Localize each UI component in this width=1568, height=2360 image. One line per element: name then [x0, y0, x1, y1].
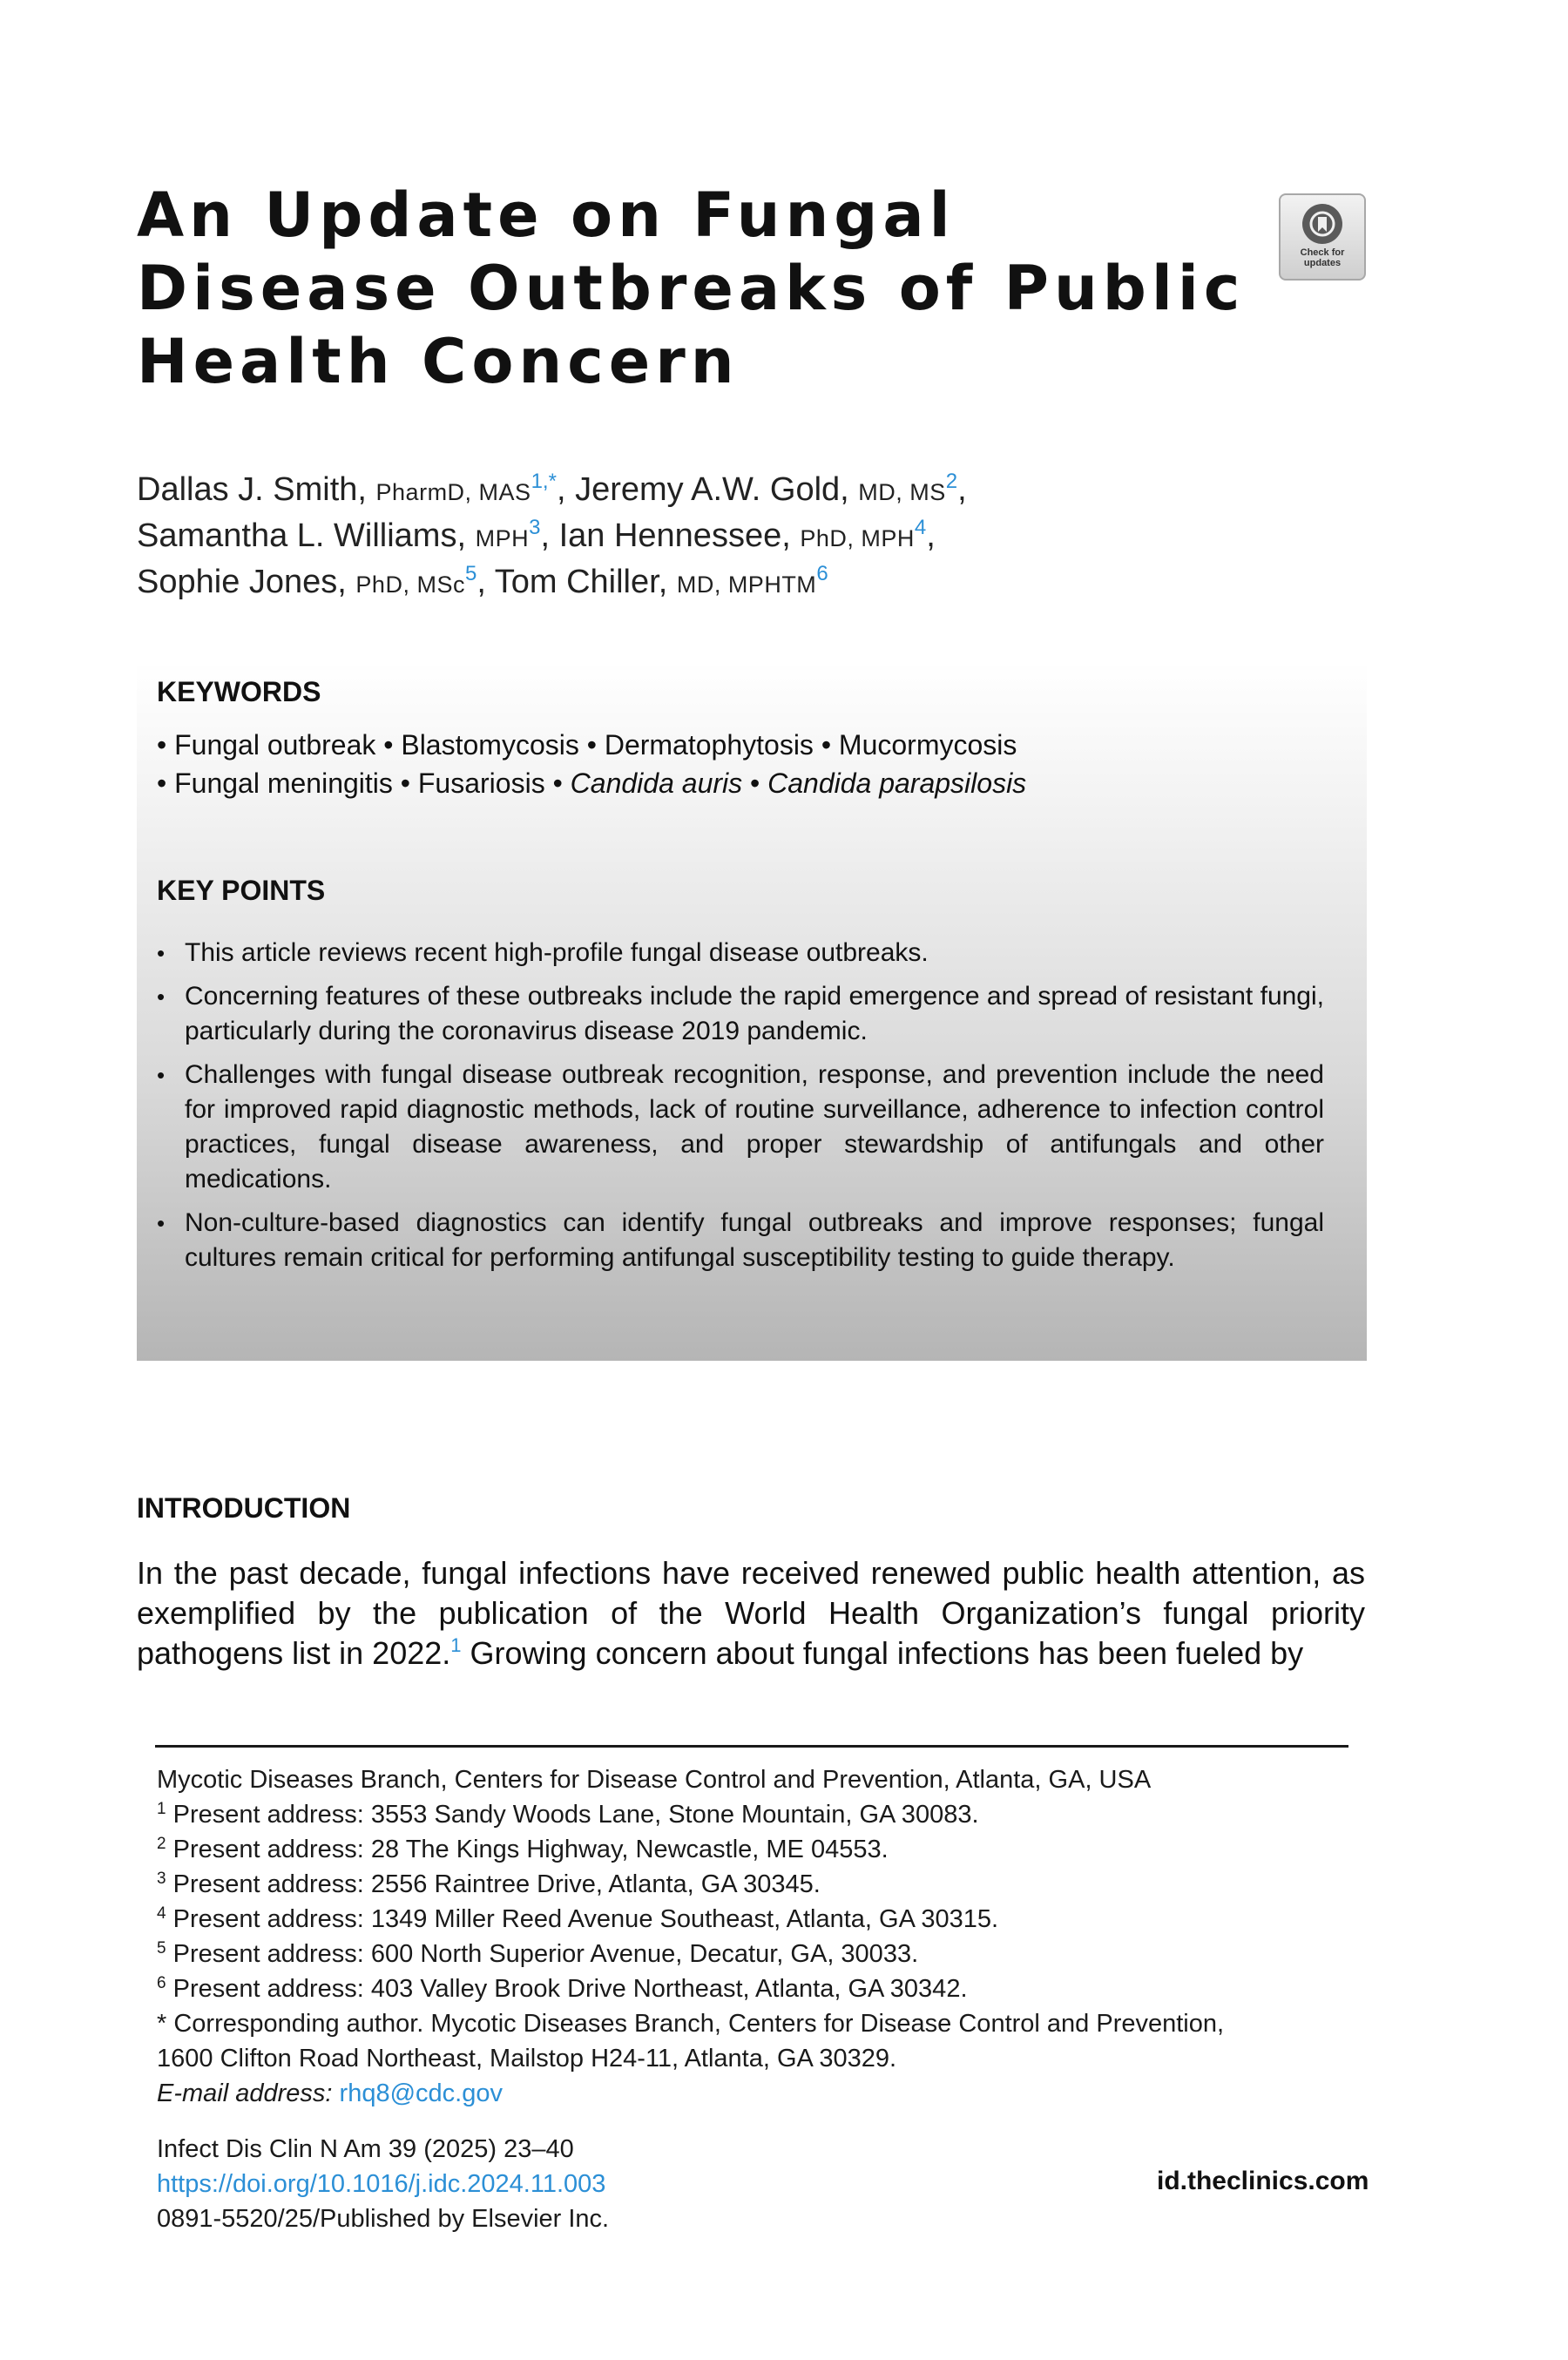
keyword: Mucormycosis	[838, 729, 1017, 761]
footnotes	[157, 1762, 1359, 2111]
title-line: An Update on Fungal	[137, 179, 956, 251]
keyword: Fusariosis	[417, 768, 545, 799]
citation-block	[157, 2132, 609, 2236]
keyword: Blastomycosis	[401, 729, 579, 761]
keyword: Fungal meningitis	[174, 768, 393, 799]
email-line	[157, 2076, 1359, 2111]
author-name: Dallas J. Smith	[137, 471, 358, 508]
keywords-heading: KEYWORDS	[157, 676, 321, 707]
bookmark-icon	[1302, 204, 1342, 244]
keyword-line: • Fungal outbreak • Blastomycosis • Dermatophytosis • Mucormycosis	[157, 729, 1017, 761]
address-footnote: $^6$ Present address: 403 Valley Brook Drive Northeast, Atlanta, GA 30342.	[157, 1974, 968, 2003]
author-credentials: MD, MS	[858, 479, 946, 505]
author-credentials: PhD, MSc	[355, 571, 465, 598]
keyword-line: • Fungal meningitis • Fusariosis • Candida auris • Candida parapsilosis	[157, 768, 1027, 799]
journal-site-link[interactable]: id.theclinics.com	[1157, 2167, 1369, 2195]
bullet-icon: •	[157, 1062, 166, 1088]
author-name: Samantha L. Williams	[137, 517, 457, 554]
affiliation: Mycotic Diseases Branch, Centers for Disease Control and Prevention, Atlanta, GA, USA	[157, 1766, 1152, 1794]
article-title	[137, 179, 1246, 398]
key-point-item: • Challenges with fungal disease outbreak recognition, response, and prevention include the need for improved rapid diagnostic methods, lack of routine surveillance, adherence to infection control practices, fungal disease awareness, and proper stewardship of antifungals and other medications.	[157, 1058, 1324, 1197]
author-name: Ian Hennessee	[558, 517, 782, 554]
badge-label: Check for updates	[1300, 247, 1345, 268]
publisher-line: 0891-5520/25/Published by Elsevier Inc.	[157, 2205, 610, 2233]
doi-link[interactable]: https://doi.org/10.1016/j.idc.2024.11.003	[157, 2170, 606, 2198]
author-credentials: MD, MPHTM	[676, 571, 817, 598]
check-for-updates-button[interactable]	[1279, 193, 1366, 281]
address-footnote: $^3$ Present address: 2556 Raintree Drive, Atlanta, GA 30345.	[157, 1870, 821, 1898]
author-affiliation-ref[interactable]: 5	[464, 562, 477, 585]
introduction-paragraph: In the past decade, fungal infections have received renewed public health attention, as exemplified by the publication of the World Health Organization’s fungal priority pathogens list in 2022.$^1$ Growing concern about fungal infections has been fueled by	[137, 1555, 1365, 1671]
author-name: Sophie Jones	[137, 564, 338, 600]
address-footnote: $^2$ Present address: 28 The Kings Highway, Newcastle, ME 04553.	[157, 1835, 889, 1863]
title-line: Health Concern	[137, 326, 740, 397]
introduction-heading: INTRODUCTION	[137, 1492, 351, 1524]
key-points-heading: KEY POINTS	[157, 875, 326, 906]
reference-link[interactable]: 1	[450, 1634, 462, 1656]
author-affiliation-ref[interactable]: 6	[816, 562, 828, 585]
keyword: Dermatophytosis	[604, 729, 814, 761]
author-affiliation-ref[interactable]: 2	[945, 470, 958, 493]
journal-citation: Infect Dis Clin N Am 39 (2025) 23–40	[157, 2135, 574, 2163]
author-name: Tom Chiller	[494, 564, 659, 600]
author-list: Dallas J. Smith, PharmD, $MAS^{1,*}$, Jeremy A.W. Gold, MD, $MS^2$, Samantha L. Williams, MPH$^3$, Ian Hennessee, PhD, MPH$^4$, Sophie Jones, PhD, MSc$^5$, Tom Chiller, MD, MPHTM$^6$	[137, 470, 967, 600]
address-footnote: $^4$ Present address: 1349 Miller Reed Avenue Southeast, Atlanta, GA 30315.	[157, 1904, 999, 1933]
keyword: Candida auris	[570, 768, 743, 799]
key-point-item: • Concerning features of these outbreaks include the rapid emergence and spread of resistant fungi, particularly during the coronavirus disease 2019 pandemic.	[157, 979, 1324, 1049]
title-line: Disease Outbreaks of Public	[137, 253, 1246, 324]
footnote-divider	[155, 1745, 1348, 1748]
author-credentials: MPH	[475, 525, 530, 551]
corresponding-author: * Corresponding author. Mycotic Diseases Branch, Centers for Disease Control and Prevention,	[157, 2010, 1225, 2038]
author-affiliation-ref[interactable]: 3	[529, 516, 541, 539]
author-credentials: PhD, MPH	[800, 525, 915, 551]
bullet-icon: •	[157, 940, 166, 966]
key-point-item: • Non-culture-based diagnostics can identify fungal outbreaks and improve responses; fungal cultures remain critical for performing antifungal susceptibility testing to guide therapy.	[157, 1206, 1324, 1275]
bullet-icon: •	[157, 1210, 166, 1236]
address-footnote: $^5$ Present address: 600 North Superior Avenue, Decatur, GA, 30033.	[157, 1939, 919, 1968]
keyword: Fungal outbreak	[174, 729, 376, 761]
author-affiliation-ref[interactable]: 1,*	[531, 470, 557, 493]
key-point-item: • This article reviews recent high-profile fungal disease outbreaks.	[157, 936, 1324, 970]
author-credentials: PharmD, MAS	[375, 479, 531, 505]
email-label: E-mail address:	[157, 2079, 333, 2107]
corresponding-address: 1600 Clifton Road Northeast, Mailstop H24-11, Atlanta, GA 30329.	[157, 2045, 897, 2073]
bullet-icon: •	[157, 984, 166, 1010]
author-affiliation-ref[interactable]: 4	[914, 516, 927, 539]
email-link[interactable]: rhq8@cdc.gov	[339, 2079, 503, 2107]
author-name: Jeremy A.W. Gold	[575, 471, 841, 508]
keyword: Candida parapsilosis	[767, 768, 1027, 799]
address-footnote: $^1$ Present address: 3553 Sandy Woods Lane, Stone Mountain, GA 30083.	[157, 1800, 979, 1829]
